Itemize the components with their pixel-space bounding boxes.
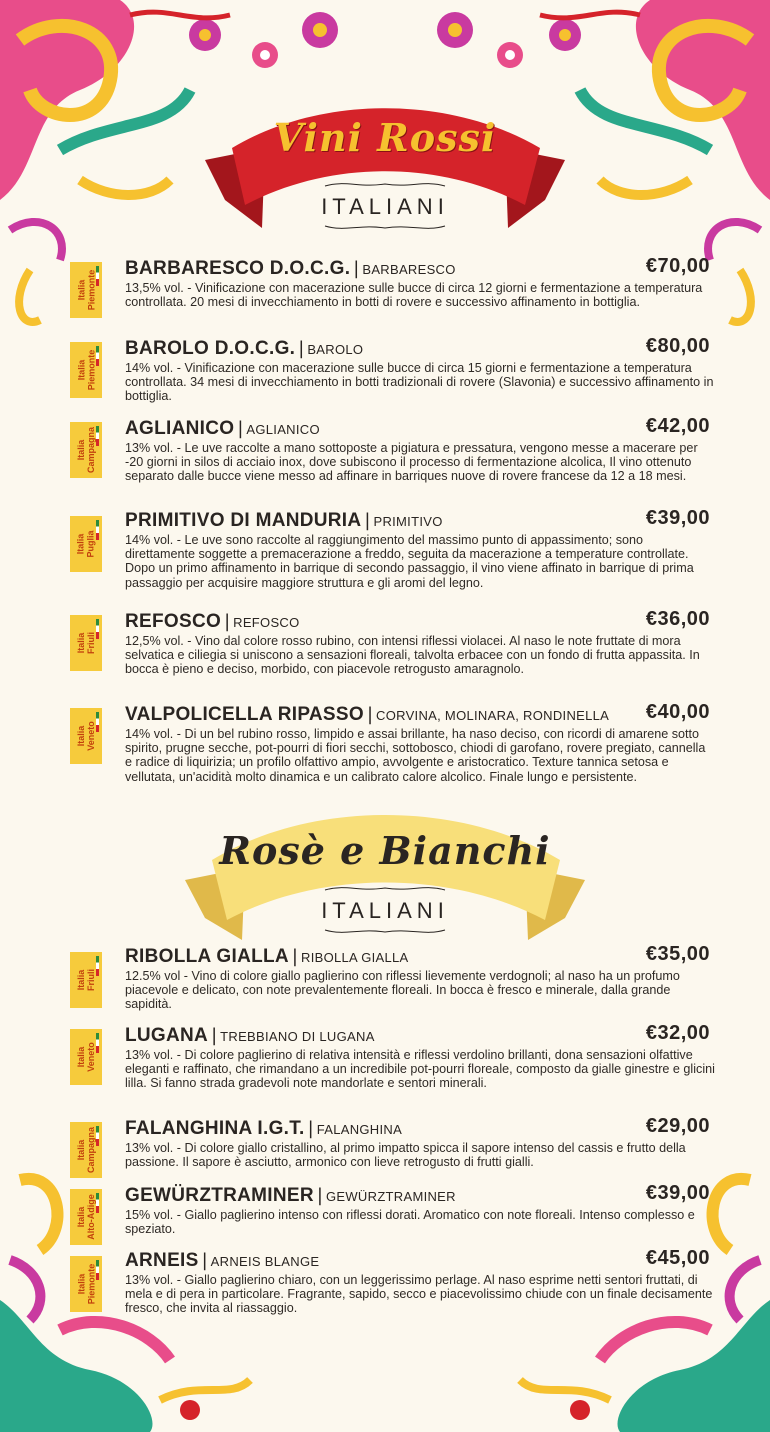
wine-name: AGLIANICO [125, 418, 235, 439]
wine-name: ARNEIS [125, 1250, 199, 1271]
wine-price: €39,00 [645, 1182, 710, 1204]
wine-price: €39,00 [645, 507, 710, 529]
wine-description: 12,5% vol. - Vino dal colore rosso rubino, con intensi riflessi violacei. Al naso le note fruttate di mora selvatica e ciliegia si uniscono a sensazioni floreali, talvolta erbacee con un fondo di frutta appassita. In bocca è pieno e deciso, morbido, con piacevole retrogusto amaragnolo. [125, 634, 700, 677]
wine-item: Italia Alto-Adige GEWÜRZTRAMINER | GEWÜRZTRAMINER €39,00 15% vol. - Giallo paglierino intenso con riflessi dorati. Aromatico con note floreali. Intenso complesso e speziato. [70, 1185, 715, 1240]
wine-description: 12.5% vol - Vino di colore giallo paglierino con riflessi lievemente verdognoli; al naso ha un profumo piacevole e delicato, con note prevalentemente floreali. In bocca è fresco e minerale, dalla grande sapidità. [125, 969, 680, 1012]
wine-price: €45,00 [645, 1247, 710, 1269]
wine-item: Italia Piemonte BARBARESCO D.O.C.G. | BARBARESCO €70,00 13,5% vol. - Vinificazione con macerazione sulle bucce di circa 12 giorni e fermentazione a temperatura controllata. 20 mesi di invecchiamento in botti di rovere e successivo affinamento in bottiglia. [70, 258, 715, 328]
wine-grape: REFOSCO [233, 615, 300, 630]
wine-item: Italia Friuli RIBOLLA GIALLA | RIBOLLA GIALLA €35,00 12.5% vol - Vino di colore giallo paglierino con riflessi lievemente verdognoli; al naso ha un profumo piacevole e delicato, con note prevalentemente floreali. In bocca è fresco e minerale, dalla grande sapidità. [70, 946, 715, 1016]
wine-price: €35,00 [645, 943, 710, 965]
wine-price: €40,00 [645, 701, 710, 723]
wine-price: €42,00 [645, 415, 710, 437]
wine-item: Italia Friuli REFOSCO | REFOSCO €36,00 12,5% vol. - Vino dal colore rosso rubino, con intensi riflessi violacei. Al naso le note fruttate di mora selvatica e ciliegia si uniscono a sensazioni floreali, talvolta erbacee con un fondo di frutta appassita. In bocca è pieno e deciso, morbido, con piacevole retrogusto amaragnolo. [70, 611, 715, 696]
italian-flag-icon [96, 956, 99, 976]
wine-item: Italia Veneto LUGANA | TREBBIANO DI LUGANA €32,00 13% vol. - Di colore paglierino di relativa intensità e riflessi verdolino brillanti, dona sensazioni olfattive eleganti e raffinato, che rimandano a un incredibile pot-pourri floreale, composto da gialle ginestre e glicini lilla. Si fanno strada gradevoli note mandorlate e sentori minerali. [70, 1025, 715, 1110]
region-tag [70, 516, 102, 572]
wine-item: Italia Puglia PRIMITIVO DI MANDURIA | PRIMITIVO €39,00 14% vol. - Le uve sono raccolte al raggiungimento del massimo punto di appassimento; sono direttamente soggette a premacerazione a freddo, seguita da macerazione a temperature controllate. Dopo un primo affinamento in barrique di secondo passaggio, il vino viene affinato in barrique di prima passaggio per acquisire maggiore struttura e gli aromi del legno. [70, 510, 715, 605]
region-label: Italia Piemonte [76, 1263, 97, 1305]
region-tag [70, 1029, 102, 1085]
italian-flag-icon [96, 1193, 99, 1213]
wine-grape: BAROLO [307, 342, 364, 357]
region-label: Italia Friuli [76, 969, 96, 991]
wine-grape: GEWÜRZTRAMINER [325, 1189, 456, 1204]
section-title: Rosè e Bianchi [219, 828, 551, 873]
wine-grape: CORVINA, MOLINARA, RONDINELLA [376, 708, 610, 723]
wine-name: PRIMITIVO DI MANDURIA [125, 510, 362, 531]
italian-flag-icon [96, 266, 99, 286]
region-label: Italia Campagna [76, 1126, 97, 1174]
wine-grape: ARNEIS BLANGE [210, 1254, 320, 1269]
region-tag [70, 422, 102, 478]
wine-price: €29,00 [645, 1115, 710, 1137]
wine-description: 13% vol. - Di colore paglierino di relativa intensità e riflessi verdolino brillanti, dona sensazioni olfattive eleganti e raffinato, che rimandano a un incredibile pot-pourri floreale, composto da gialle ginestre e glicini lilla. Si fanno strada gradevoli note mandorlate e sentori minerali. [125, 1048, 715, 1091]
wine-item: Italia Piemonte ARNEIS | ARNEIS BLANGE €45,00 13% vol. - Giallo paglierino chiaro, con un leggerissimo perlage. Al naso esprime netti sentori fruttati, di mela e di pera in particolare. Fragrante, sapido, secco e piacevolissimo chiude con un finale decisamente fresco, che invita al riassaggio. [70, 1250, 715, 1320]
wine-name: VALPOLICELLA RIPASSO [125, 704, 364, 725]
region-label: Italia Friuli [76, 632, 96, 654]
wine-price: €32,00 [645, 1022, 710, 1044]
wine-description: 14% vol. - Di un bel rubino rosso, limpido e assai brillante, ha naso deciso, con ricordi di amarene sotto spirito, prugne secche, pot-pourri di fiori secchi, sottobosco, chiodi di garofano, rovere pregiato, cannella e radice di liquirizia; un profilo olfattivo ampio, avvolgente e aristocratico. Texture tannica setosa e vellutata, un'acidità molto dinamica e un calibrato calore alcolico. Finale lungo e persistente. [125, 727, 706, 784]
wine-item: Italia Piemonte BAROLO D.O.C.G. | BAROLO €80,00 14% vol. - Vinificazione con macerazione sulle bucce di circa 15 giorni e fermentazione a temperatura controllata. 34 mesi di invecchiamento in botti tradizionali di rovere (Slavonia) e successivo affinamento in bottiglia. [70, 338, 715, 408]
italian-flag-icon [96, 346, 99, 366]
region-tag [70, 1122, 102, 1178]
italian-flag-icon [96, 1033, 99, 1053]
region-tag [70, 708, 102, 764]
wine-item: Italia Campagna FALANGHINA I.G.T. | FALANGHINA €29,00 13% vol. - Di colore giallo cristallino, al primo impatto spicca il sapore intenso del cassis e frutto della passione. Il sapore è asciutto, armonico con lieve retrogusto di frutti gialli. [70, 1118, 715, 1173]
wine-description: 14% vol. - Vinificazione con macerazione sulle bucce di circa 15 giorni e fermentazione a temperatura controllata. 34 mesi di invecchiamento in botti tradizionali di rovere (Slavonia) e successivo affinamento in bottiglia. [125, 361, 714, 404]
region-tag [70, 952, 102, 1008]
italian-flag-icon [96, 712, 99, 732]
region-label: Italia Alto-Adige [76, 1194, 96, 1240]
italian-flag-icon [96, 520, 99, 540]
wine-grape: TREBBIANO DI LUGANA [220, 1029, 375, 1044]
section-subtitle: ITALIANI [321, 194, 449, 219]
region-tag [70, 342, 102, 398]
wine-description: 13,5% vol. - Vinificazione con macerazione sulle bucce di circa 12 giorni e fermentazione a temperatura controllata. 20 mesi di invecchiamento in botti di rovere e successivo affinamento in bottiglia. [125, 281, 703, 310]
region-tag [70, 1256, 102, 1312]
wine-description: 13% vol. - Di colore giallo cristallino, al primo impatto spicca il sapore intenso del cassis e frutto della passione. Il sapore è asciutto, armonico con lieve retrogusto di frutti gialli. [125, 1141, 686, 1170]
wine-grape: FALANGHINA [316, 1122, 403, 1137]
wine-item: Italia Campagna AGLIANICO | AGLIANICO €42,00 13% vol. - Le uve raccolte a mano sottoposte a pigiatura e pressatura, vengono messe a macerare per -20 giorni in silos di acciaio inox, dove subiscono il processo di fermentazione alcolica, Il vino ottenuto separato dalle bucce viene messo ad affinare in barriques nuove di rovere francese da 12 a 18 mesi. [70, 418, 715, 503]
italian-flag-icon [96, 619, 99, 639]
wine-description: 14% vol. - Le uve sono raccolte al raggiungimento del massimo punto di appassimento; sono direttamente soggette a premacerazione a freddo, seguita da macerazione a temperature controllate. Dopo un primo affinamento in barrique di secondo passaggio, il vino viene affinato in barrique di prima passaggio per acquisire maggiore struttura e gli aromi del legno. [125, 533, 694, 590]
wine-description: 13% vol. - Le uve raccolte a mano sottoposte a pigiatura e pressatura, vengono messe a macerare per -20 giorni in silos di acciaio inox, dove subiscono il processo di fermentazione alcolica, Il vino ottenuto separato dalle bucce viene messo ad affinare in barriques nuove di rovere francese da 12 a 18 mesi. [125, 441, 698, 484]
region-label: Italia Piemonte [76, 269, 97, 311]
wine-name: RIBOLLA GIALLA [125, 946, 289, 967]
wine-item: Italia Veneto VALPOLICELLA RIPASSO | CORVINA, MOLINARA, RONDINELLA €40,00 14% vol. - Di un bel rubino rosso, limpido e assai brillante, ha naso deciso, con ricordi di amarene sotto spirito, prugne secche, pot-pourri di fiori secchi, sottobosco, chiodi di garofano, rovere pregiato, cannella e radice di liquirizia; un profilo olfattivo ampio, avvolgente e aristocratico. Texture tannica setosa e vellutata, un'acidità molto dinamica e un calibrato calore alcolico. Finale lungo e persistente. [70, 704, 715, 804]
wine-grape: AGLIANICO [246, 422, 320, 437]
region-tag [70, 262, 102, 318]
wine-price: €80,00 [645, 335, 710, 357]
section-title: Vini Rossi [273, 115, 497, 160]
region-tag [70, 1189, 102, 1245]
wine-price: €36,00 [645, 608, 710, 630]
wine-grape: RIBOLLA GIALLA [301, 950, 409, 965]
wine-name: FALANGHINA I.G.T. [125, 1118, 305, 1139]
wine-description: 15% vol. - Giallo paglierino intenso con riflessi dorati. Aromatico con note floreali. Intenso complesso e speziato. [125, 1208, 695, 1237]
section-subtitle: ITALIANI [321, 898, 449, 923]
wine-grape: BARBARESCO [362, 262, 456, 277]
wine-price: €70,00 [645, 255, 710, 277]
region-label: Italia Puglia [75, 530, 96, 558]
region-label: Italia Piemonte [76, 349, 97, 391]
italian-flag-icon [96, 1260, 99, 1280]
wine-name: BARBARESCO D.O.C.G. [125, 258, 351, 279]
wine-name: GEWÜRZTRAMINER [125, 1185, 314, 1206]
region-label: Italia Veneto [75, 1042, 96, 1072]
region-label: Italia Veneto [75, 721, 96, 751]
wine-description: 13% vol. - Giallo paglierino chiaro, con un leggerissimo perlage. Al naso esprime netti sentori fruttati, di mela e di pera in particolare. Fragrante, sapido, secco e piacevolissimo chiude con un finale decisamente fresco, che invita al riassaggio. [125, 1273, 713, 1316]
region-label: Italia Campagna [76, 426, 97, 474]
wine-name: REFOSCO [125, 611, 222, 632]
italian-flag-icon [96, 426, 99, 446]
wine-grape: PRIMITIVO [373, 514, 443, 529]
region-tag [70, 615, 102, 671]
wine-name: LUGANA [125, 1025, 209, 1046]
italian-flag-icon [96, 1126, 99, 1146]
wine-name: BAROLO D.O.C.G. [125, 338, 296, 359]
